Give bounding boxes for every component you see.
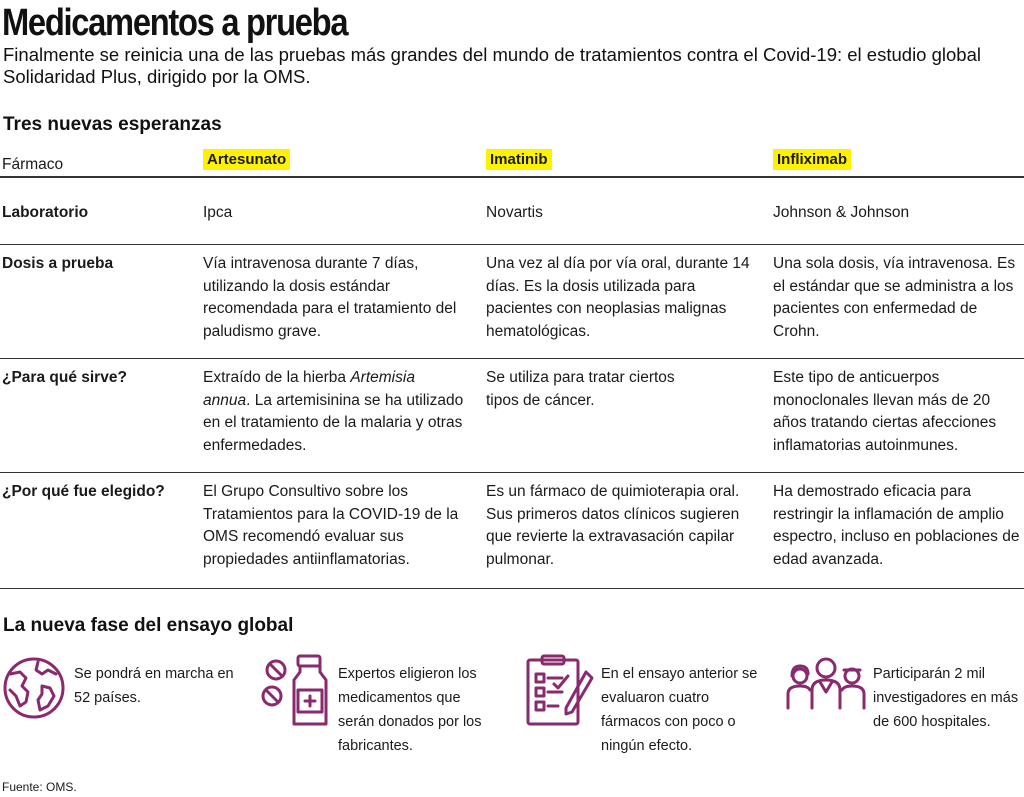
row-label-dosis: Dosis a prueba xyxy=(2,255,114,272)
page-title: Medicamentos a prueba xyxy=(2,2,348,44)
table-cell: Es un fármaco de quimioterapia oral. Sus primeros datos clínicos sugieren que revierte la extravasación capilar pulmonar. xyxy=(486,483,740,568)
phase-info-text: En el ensayo anterior se evaluaron cuatro fármacos con poco o ningún efecto. xyxy=(601,666,758,754)
table-bottom-divider xyxy=(0,588,1024,589)
table-header-divider xyxy=(0,176,1024,178)
page-subtitle: Finalmente se reinicia una de las pruebas más grandes del mundo de tratamientos contra el Covid-19: el estudio global Solidaridad Plus, dirigido por la OMS. xyxy=(3,44,981,87)
globe-icon xyxy=(2,656,66,720)
table-cell: Vía intravenosa durante 7 días, utilizando la dosis estándar recomendada para el tratamiento del paludismo grave. xyxy=(203,255,457,340)
drug-name-imatinib: Imatinib xyxy=(486,149,552,170)
table-cell: Una sola dosis, vía intravenosa. Es el estándar que se administra a los pacientes con enfermedad de Crohn. xyxy=(773,255,1016,340)
table-cell: Una vez al día por vía oral, durante 14 días. Es la dosis utilizada para pacientes con neoplasias malignas hematológicas. xyxy=(486,255,750,340)
table-row-divider xyxy=(0,244,1024,245)
row-label-por-que-elegido: ¿Por qué fue elegido? xyxy=(2,483,165,500)
table-cell: Novartis xyxy=(486,204,543,221)
phase-info-text: Participarán 2 mil investigadores en más de 600 hospitales. xyxy=(873,666,1019,730)
table-cell: Se utiliza para tratar ciertos tipos de cáncer. xyxy=(486,369,675,409)
table-cell: Ipca xyxy=(203,204,233,221)
medicine-bottle-icon xyxy=(258,654,338,728)
phase-info-text: Expertos eligieron los medicamentos que serán donados por los fabricantes. xyxy=(338,666,482,754)
table-cell: Johnson & Johnson xyxy=(773,204,910,221)
source-note: Fuente: OMS. xyxy=(2,780,77,794)
table-cell: El Grupo Consultivo sobre los Tratamientos para la COVID-19 de la OMS recomendó evaluar sus propiedades antiinflamatorias. xyxy=(203,483,459,568)
table-row-divider xyxy=(0,472,1024,473)
phase-info-text: Se pondrá en marcha en 52 países. xyxy=(74,666,234,706)
row-label-para-que-sirve: ¿Para qué sirve? xyxy=(2,369,127,386)
table-row-divider xyxy=(0,358,1024,359)
table-section-title: Tres nuevas esperanzas xyxy=(3,114,222,135)
drug-name-infliximab: Infliximab xyxy=(773,149,851,170)
table-cell: Este tipo de anticuerpos monoclonales llevan más de 20 años tratando ciertas afecciones inflamatorias autoinmunes. xyxy=(773,369,997,454)
artemisia-species: Artemisia annua xyxy=(203,369,415,409)
table-cell-artemisia xyxy=(203,367,465,457)
researchers-icon xyxy=(786,656,866,710)
table-cell: Ha demostrado eficacia para restringir la inflamación de amplio espectro, incluso en poblaciones de edad avanzada. xyxy=(773,483,1020,568)
drug-name-artesunato: Artesunato xyxy=(203,149,290,170)
header-label-farmaco: Fármaco xyxy=(2,156,64,173)
artemisia-pre: Extraído de la hierba xyxy=(203,369,351,386)
phase-section-title: La nueva fase del ensayo global xyxy=(3,615,294,636)
artemisia-post: . La artemisinina se ha utilizado en el tratamiento de la malaria y otras enfermedades. xyxy=(203,391,464,454)
row-label-laboratorio: Laboratorio xyxy=(2,204,89,221)
checklist-icon xyxy=(524,654,596,728)
